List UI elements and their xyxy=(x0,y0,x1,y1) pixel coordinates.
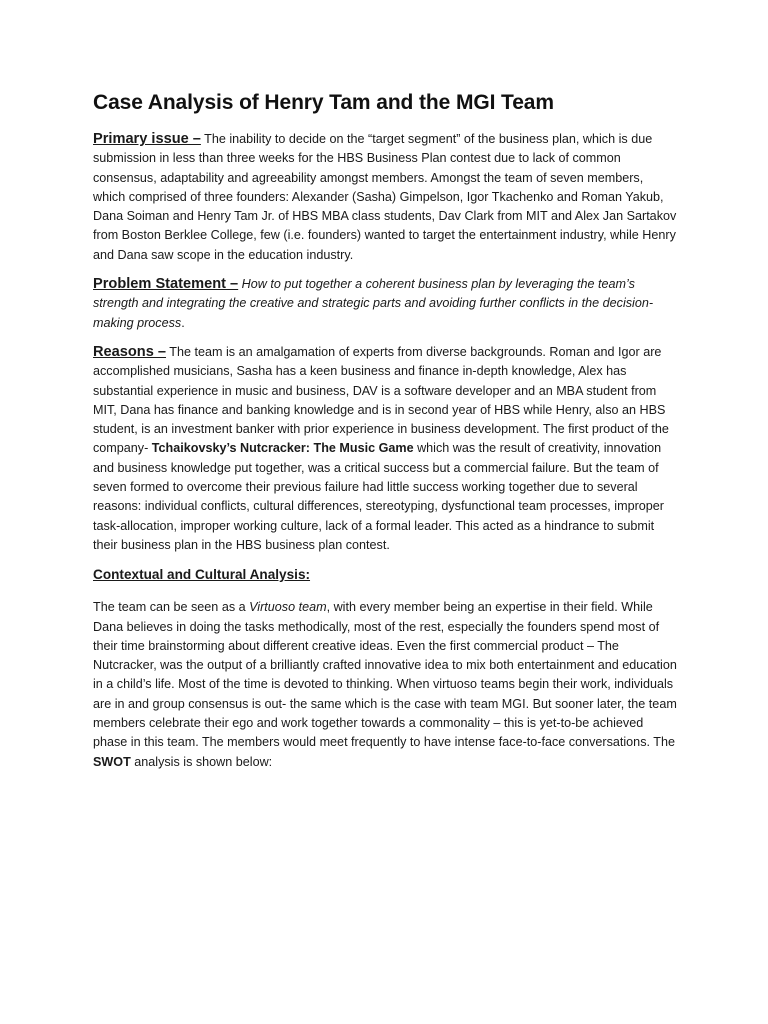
problem-statement-heading: Problem Statement – xyxy=(93,276,239,293)
problem-statement-end: . xyxy=(181,315,185,330)
problem-statement-paragraph xyxy=(93,275,678,333)
document-title: Case Analysis of Henry Tam and the MGI Team xyxy=(93,91,554,114)
swot-term: SWOT xyxy=(93,754,131,769)
primary-issue-paragraph xyxy=(93,130,678,265)
contextual-analysis-paragraph xyxy=(93,598,678,772)
contextual-text-before: The team can be seen as a xyxy=(93,600,250,615)
problem-statement-text: How to put together a coherent business plan by leveraging the team’s strength and integrating the creative and strategic parts and avoiding further conflicts in the decision-making process xyxy=(93,277,654,330)
primary-issue-text: The inability to decide on the “target segment” of the business plan, which is due submission in less than three weeks for the HBS Business Plan contest due to lack of common consensus, adaptability and agreeability amongst members. Amongst the team of seven members, which comprised of three founders: Alexander (Sasha) Gimpelson, Igor Tkachenko and Roman Yakub, Dana Soiman and Henry Tam Jr. of HBS MBA class students, Dav Clark from MIT and Alex Jan Sartakov from Boston Berklee College, few (i.e. founders) wanted to target the entertainment industry, while Henry and Dana saw scope in the education industry. xyxy=(93,132,677,262)
reasons-text-before: The team is an amalgamation of experts from diverse backgrounds. Roman and Igor are accomplished musicians, Sasha has a keen business and finance in-depth knowledge, Alex has substantial experience in music and business, DAV is a software developer and an MBA student from MIT, Dana has finance and banking knowledge and is in second year of HBS while Henry, also an HBS student, is an investment banker with prior experience in business development. The first product of the company- xyxy=(93,344,669,456)
contextual-analysis-heading: Contextual and Cultural Analysis: xyxy=(93,567,311,583)
reasons-text-after: which was the result of creativity, innovation and business knowledge put together, was a critical success but a commercial failure. But the team of seven formed to overcome their previous failure had little success working together due to several reasons: individual conflicts, cultural differences, stereotyping, dysfunctional team processes, improper task-allocation, improper working culture, lack of a formal leader. This acted as a hindrance to submit their business plan in the HBS business plan contest. xyxy=(93,441,664,552)
product-name: Tchaikovsky’s Nutcracker: The Music Game xyxy=(151,441,414,456)
reasons-heading: Reasons – xyxy=(93,343,167,360)
contextual-text-after: , with every member being an expertise in their field. While Dana believes in doing the tasks methodically, most of the rest, especially the founders spend most of their time brainstorming about different creative ideas. Even the first commercial product – The Nutcracker, was the output of a brilliantly crafted innovative idea to mix both entertainment and education in a child’s life. Most of the time is devoted to thinking. When virtuoso teams begin their work, individuals are in and group consensus is out- the same which is the case with team MGI. But sooner later, the team members celebrate their ego and work together towards a commonality – this is yet-to-be achieved phase in this team. The members would meet frequently to have intense face-to-face conversations. The xyxy=(93,600,677,750)
primary-issue-heading: Primary issue – xyxy=(93,131,201,147)
contextual-text-end: analysis is shown below: xyxy=(130,754,273,769)
virtuoso-team-term: Virtuoso team xyxy=(249,600,327,615)
reasons-paragraph xyxy=(93,343,678,555)
document-content xyxy=(93,88,678,772)
